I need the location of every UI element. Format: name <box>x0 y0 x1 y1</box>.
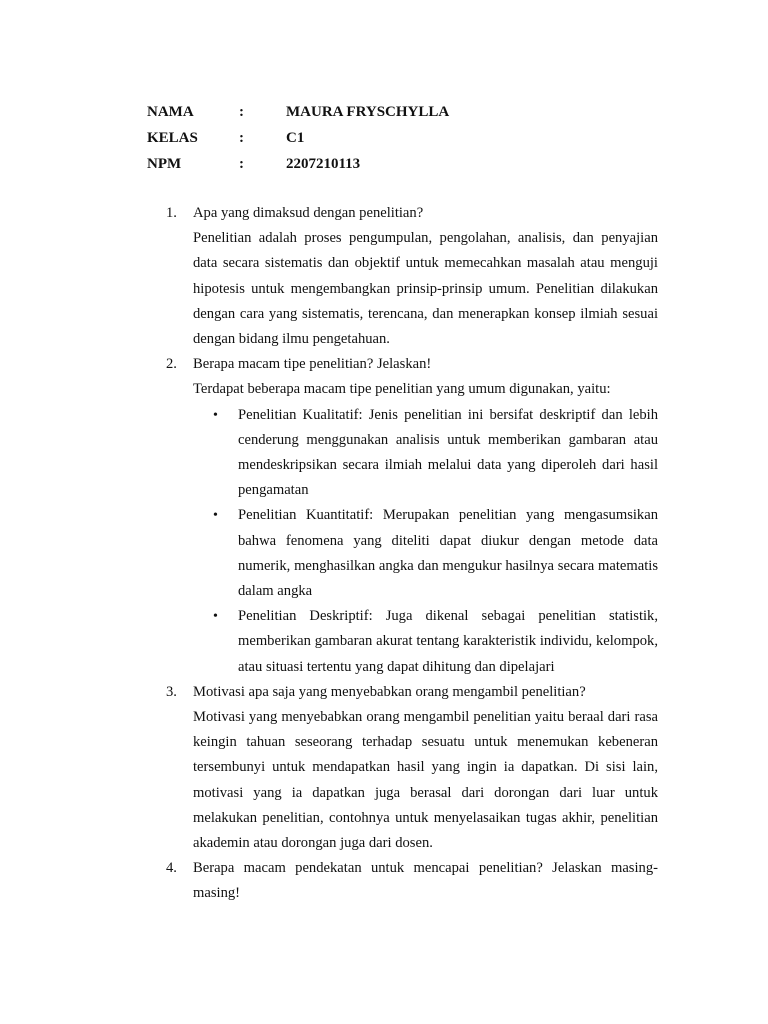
question-number: 3. <box>166 683 177 700</box>
question-item-2 <box>166 352 658 680</box>
bullet-text: Penelitian Kualitatif: Jenis penelitian ini bersifat deskriptif dan lebih cenderung menggunakan analisis untuk memberikan gambaran atau mendeskripsikan secara ilmiah melalui data yang diperoleh dari hasil pengamatan <box>238 406 658 499</box>
question-text: Motivasi apa saja yang menyebabkan orang mengambil penelitian? <box>193 683 586 700</box>
info-colon: : <box>239 156 244 172</box>
question-item-1 <box>166 201 658 352</box>
question-number: 1. <box>166 205 177 221</box>
info-colon: : <box>239 130 244 146</box>
question-text: Berapa macam pendekatan untuk mencapai penelitian? Jelaskan masing-masing! <box>193 860 658 902</box>
info-value-npm: 2207210113 <box>286 156 361 172</box>
answer-text: Motivasi yang menyebabkan orang mengambil penelitian yaitu beraal dari rasa keingin tahuan seseorang terhadap sesuatu untuk menemukan kebeneran tersembunyi untuk mendapatkan hasil yang ingin ia dapatkan. Di sisi lain, motivasi yang ia dapatkan juga berasal dari dorongan dari luar untuk melakukan penelitian, contohnya untuk menyelasaikan tugas akhir, penelitian akademin atau dorongan juga dari dosen. <box>193 709 658 852</box>
info-value-class: C1 <box>286 130 305 146</box>
question-number: 4. <box>166 860 177 877</box>
info-value-name: MAURA FRYSCHYLLA <box>286 104 450 120</box>
bullet-list <box>193 403 658 680</box>
info-colon: : <box>239 104 244 120</box>
bullet-text: Penelitian Kuantitatif: Merupakan penelitian yang mengasumsikan bahwa fenomena yang diteliti dapat diukur dengan metode data numerik, menghasilkan angka dan mengukur hasilnya secara matematis dalam angka <box>238 507 658 600</box>
bullet-icon: • <box>213 508 218 524</box>
question-list <box>166 201 658 907</box>
question-text: Apa yang dimaksud dengan penelitian? <box>193 205 424 221</box>
bullet-text: Penelitian Deskriptif: Juga dikenal sebagai penelitian statistik, memberikan gambaran akurat tentang karakteristik individu, kelompok, atau situasi tertentu yang dapat dihitung dan dipelajari <box>238 608 658 675</box>
answer-text: Penelitian adalah proses pengumpulan, pengolahan, analisis, dan penyajian data secara sistematis dan objektif untuk memecahkan masalah atau menguji hipotesis untuk mengembangkan prinsip-prinsip umum. Penelitian dilakukan dengan cara yang sistematis, terencana, dan menerapkan konsep ilmiah sesuai dengan bidang ilmu pengetahuan. <box>193 230 658 348</box>
bullet-item <box>193 604 658 680</box>
bullet-item <box>193 503 658 604</box>
question-item-3 <box>166 680 658 856</box>
question-text: Berapa macam tipe penelitian? Jelaskan! <box>193 356 432 373</box>
info-label: NAMA <box>147 104 194 120</box>
bullet-icon: • <box>213 407 218 423</box>
bullet-icon: • <box>213 609 218 625</box>
info-label: NPM <box>147 156 182 172</box>
question-number: 2. <box>166 356 177 373</box>
question-item-4 <box>166 856 658 906</box>
info-label: KELAS <box>147 130 198 146</box>
answer-intro: Terdapat beberapa macam tipe penelitian yang umum digunakan, yaitu: <box>193 381 611 398</box>
bullet-item <box>193 403 658 504</box>
